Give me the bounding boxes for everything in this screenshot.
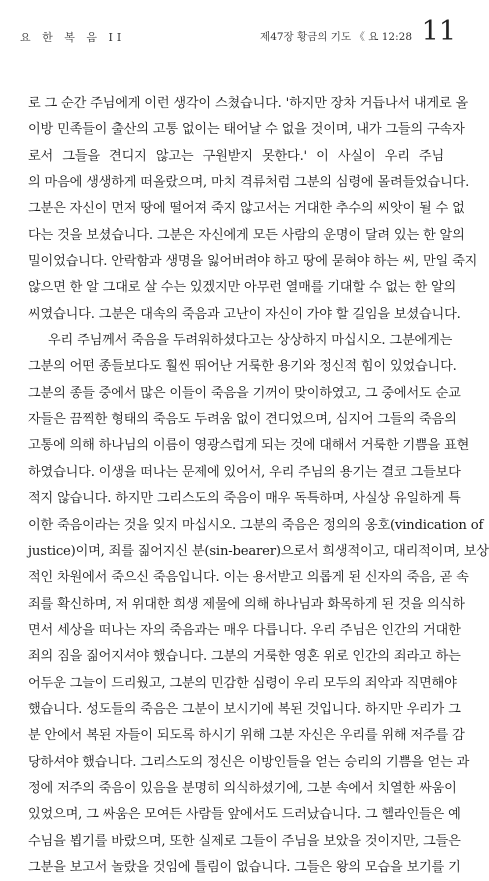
text-line: justice)이며, 죄를 짊어지신 분(sin-bearer)으로서 희생적이고, 대리적이며, 보상 xyxy=(28,543,489,559)
text-line: 죄를 확신하며, 저 위대한 희생 제물에 의해 하나님과 화목하게 된 것을 의식하 xyxy=(28,596,465,612)
text-line: 씨였습니다. 그분은 대속의 죽음과 고난이 자신이 가야 할 길임을 보셨습니다. xyxy=(28,306,461,322)
text-line: 수님을 뵙기를 바랐으며, 또한 실제로 그들이 주님을 보았을 것이지만, 그들은 xyxy=(28,833,461,849)
book-title: 요 한 복 음 II xyxy=(20,31,126,44)
text-line: 면서 세상을 떠나는 자의 죽음과는 매우 다릅니다. 우리 주님은 인간의 거대한 xyxy=(28,622,461,638)
text-line: 있었으며, 그 싸움은 모여든 사람들 앞에서도 드러났습니다. 그 헬라인들은 예 xyxy=(28,807,461,823)
text-line: 이방 민족들이 출산의 고통 없이는 태어날 수 없을 것이며, 내가 그들의 구속자 xyxy=(28,122,465,138)
text-line: 적지 않습니다. 하지만 그리스도의 죽음이 매우 독특하며, 사실상 유일하게 특 xyxy=(28,491,461,507)
text-line: 그분을 보고서 놀랐을 것임에 틀림이 없습니다. 그들은 왕의 모습을 보기를 기 xyxy=(28,859,461,875)
text-line: 밀이었습니다. 안락함과 생명을 잃어버려야 하고 땅에 묻혀야 하는 씨, 만일 죽지 xyxy=(28,254,478,270)
text-line: 않으면 한 알 그대로 살 수는 있겠지만 아무런 열매를 기대할 수 없는 한 알의 xyxy=(28,280,457,296)
text-line: 분 안에서 복된 자들이 되도록 하시기 위해 그분 자신은 우리를 위해 저주를 감 xyxy=(28,728,465,744)
text-line: 했습니다. 성도들의 죽음은 그분이 보시기에 복된 것입니다. 하지만 우리가 그 xyxy=(28,701,461,717)
text-line: 우리 주님께서 죽음을 두려워하셨다고는 상상하지 마십시오. 그분에게는 xyxy=(48,333,453,349)
page-number: 11 xyxy=(421,16,456,47)
text-line: 당하셔야 했습니다. 그리스도의 정신은 이방인들을 얻는 승리의 기쁨을 얻는 과 xyxy=(28,754,470,770)
text-line: 자들은 끔찍한 형태의 죽음도 두려움 없이 견디었으며, 심지어 그들의 죽음의 xyxy=(28,412,457,428)
text-line: 이한 죽음이라는 것을 잊지 마십시오. 그분의 죽음은 정의의 옹호(vindication of xyxy=(28,517,484,533)
text-line: 정에 저주의 죽음이 있음을 분명히 의식하셨기에, 그분 속에서 치열한 싸움이 xyxy=(28,780,457,796)
text-line: 하였습니다. 이생을 떠나는 문제에 있어서, 우리 주님의 용기는 결코 그들보다 xyxy=(28,464,461,480)
text-line: 그분의 어떤 종들보다도 훨씬 뛰어난 거룩한 용기와 정신적 힘이 있었습니다. xyxy=(28,359,457,375)
text-line: 로서 그들을 견디지 않고는 구원받지 못한다.' 이 사실이 우리 주님 xyxy=(28,148,444,164)
text-line: 로 그 순간 주님에게 이런 생각이 스쳤습니다. '하지만 장차 거듭나서 내게로 올 xyxy=(28,96,469,111)
text-line: 다는 것을 보셨습니다. 그분은 자신에게 모든 사람의 운명이 달려 있는 한 알의 xyxy=(28,227,465,243)
text-line: 적인 차원에서 죽으신 죽음입니다. 이는 용서받고 의롭게 된 신자의 죽음, 곧 속 xyxy=(28,570,469,586)
text-line: 그분은 자신이 먼저 땅에 떨어져 죽지 않고서는 거대한 추수의 씨앗이 될 수 없 xyxy=(28,201,465,217)
text-line: 그분의 종들 중에서 많은 이들이 죽음을 기꺼이 맞이하였고, 그 중에서도 순교 xyxy=(28,385,461,401)
text-line: 어두운 그늘이 드리웠고, 그분의 민감한 심령이 우리 모두의 죄악과 직면해야 xyxy=(28,675,457,691)
text-line: 고통에 의해 하나님의 이름이 영광스럽게 되는 것에 대해서 거룩한 기쁨을 표현 xyxy=(28,438,470,454)
body-text xyxy=(28,91,489,875)
page-header xyxy=(20,16,456,50)
chapter-title: 제47장 황금의 기도 《 요 12:28 xyxy=(260,31,412,43)
text-line: 의 마음에 생생하게 떠올랐으며, 마치 격류처럼 그분의 심령에 몰려들었습니다. xyxy=(28,175,470,191)
text-line: 죄의 짐을 짊어지셔야 했습니다. 그분의 거룩한 영혼 위로 인간의 죄라고 하는 xyxy=(28,649,461,665)
